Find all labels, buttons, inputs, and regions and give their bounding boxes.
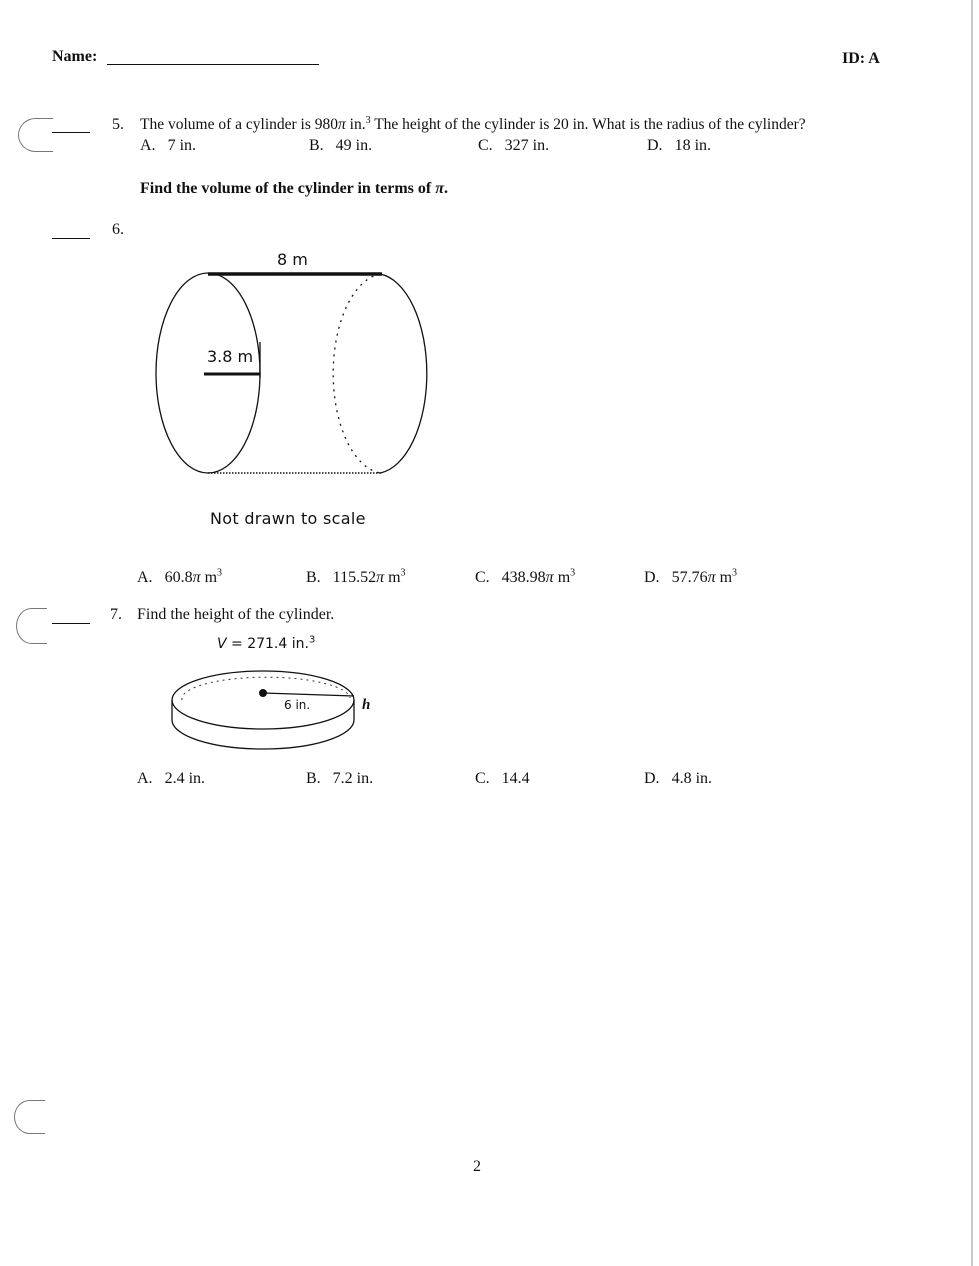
choice-5c: [478, 137, 549, 155]
bottom-front-edge: [172, 720, 354, 749]
choice-letter: D.: [647, 137, 663, 154]
choice-value: 327 in.: [504, 137, 550, 154]
radius-label-7: 6 in.: [284, 698, 311, 712]
volume-exponent: 3: [308, 634, 316, 646]
scale-note: Not drawn to scale: [210, 509, 366, 528]
choice-6d: [644, 569, 737, 587]
instruction-end: .: [443, 180, 448, 197]
choice-unit: m: [384, 569, 401, 586]
choice-5a: [140, 137, 196, 155]
page-edge: [971, 0, 973, 1266]
choice-unit: m: [553, 569, 571, 586]
choice-value: 49 in.: [335, 137, 373, 154]
choice-7b: [306, 770, 373, 788]
choice-5d: [647, 137, 711, 155]
choice-value: 7.2 in.: [332, 770, 374, 787]
unit-exponent: 3: [732, 567, 738, 579]
choice-5b: [309, 137, 372, 155]
choice-value: 60.8: [164, 569, 193, 586]
choice-7d: [644, 770, 712, 788]
q5-unit: in.: [345, 116, 366, 133]
top-front-edge: [172, 700, 354, 729]
pi-symbol: π: [192, 569, 201, 586]
choice-letter: B.: [306, 770, 321, 787]
unit-exponent: 3: [217, 567, 223, 579]
question-number-5: 5.: [112, 116, 124, 133]
cylinder-length-label: 8 m: [277, 250, 308, 269]
choice-value: 4.8 in.: [671, 770, 713, 787]
punch-hole-middle: [16, 608, 47, 644]
cylinder-diagram-7: [170, 660, 370, 755]
choice-value: 57.76: [671, 569, 708, 586]
choice-value: 18 in.: [674, 137, 712, 154]
q5-unit-exponent: 3: [365, 114, 371, 126]
id-label: ID: A: [842, 50, 880, 67]
choice-letter: C.: [475, 770, 490, 787]
name-field-line[interactable]: [107, 64, 319, 65]
cylinder-radius-label: 3.8 m: [207, 347, 254, 366]
choice-letter: A.: [137, 770, 153, 787]
height-label-7: h: [362, 697, 371, 713]
answer-blank-6[interactable]: [52, 238, 90, 239]
punch-hole-bottom: [14, 1100, 45, 1134]
question-number-6: 6.: [112, 221, 124, 238]
choice-value: 7 in.: [167, 137, 197, 154]
choice-unit: m: [200, 569, 218, 586]
volume-label: [217, 636, 315, 652]
choice-6b: [306, 569, 406, 587]
pi-symbol: π: [707, 569, 716, 586]
choice-letter: B.: [309, 137, 324, 154]
pi-symbol: π: [376, 569, 385, 586]
choice-letter: A.: [140, 137, 156, 154]
question-text-5: [140, 116, 806, 134]
choice-7a: [137, 770, 205, 788]
choice-letter: A.: [137, 569, 153, 586]
volume-value: = 271.4 in.: [226, 636, 309, 652]
choice-letter: C.: [475, 569, 490, 586]
q5-text-pre: The volume of a cylinder is 980: [140, 116, 339, 133]
punch-hole-top: [18, 118, 53, 152]
instruction-text: Find the volume of the cylinder in terms of: [140, 180, 436, 197]
choice-value: 2.4 in.: [164, 770, 206, 787]
question-number-7: 7.: [110, 606, 122, 623]
right-base-visible-edge: [380, 274, 427, 473]
choice-6a: [137, 569, 222, 587]
choice-letter: D.: [644, 569, 660, 586]
choice-unit: m: [715, 569, 733, 586]
choice-6c: [475, 569, 575, 587]
radius-line: [263, 693, 354, 696]
answer-blank-7[interactable]: [52, 623, 90, 624]
choice-value: 115.52: [332, 569, 377, 586]
q5-text-post: The height of the cylinder is 20 in. What is the radius of the cylinder?: [370, 116, 806, 133]
unit-exponent: 3: [400, 567, 406, 579]
choice-letter: B.: [306, 569, 321, 586]
choice-7c: [475, 770, 530, 788]
pi-symbol: π: [435, 180, 444, 197]
section-instruction: [140, 180, 448, 198]
cylinder-diagram-6: [150, 262, 450, 472]
question-text-7: Find the height of the cylinder.: [137, 606, 335, 623]
choice-value: 438.98: [501, 569, 546, 586]
name-label: Name:: [52, 48, 98, 65]
choice-letter: D.: [644, 770, 660, 787]
choice-letter: C.: [478, 137, 493, 154]
answer-blank-5[interactable]: [52, 132, 90, 133]
right-base-hidden-edge: [333, 274, 380, 473]
pi-symbol: π: [545, 569, 554, 586]
choice-value: 14.4: [501, 770, 530, 787]
inner-hidden-edge: [182, 677, 350, 700]
unit-exponent: 3: [570, 567, 576, 579]
volume-variable: V: [217, 636, 227, 652]
pi-symbol: π: [338, 116, 346, 133]
page-number: 2: [473, 1158, 481, 1175]
